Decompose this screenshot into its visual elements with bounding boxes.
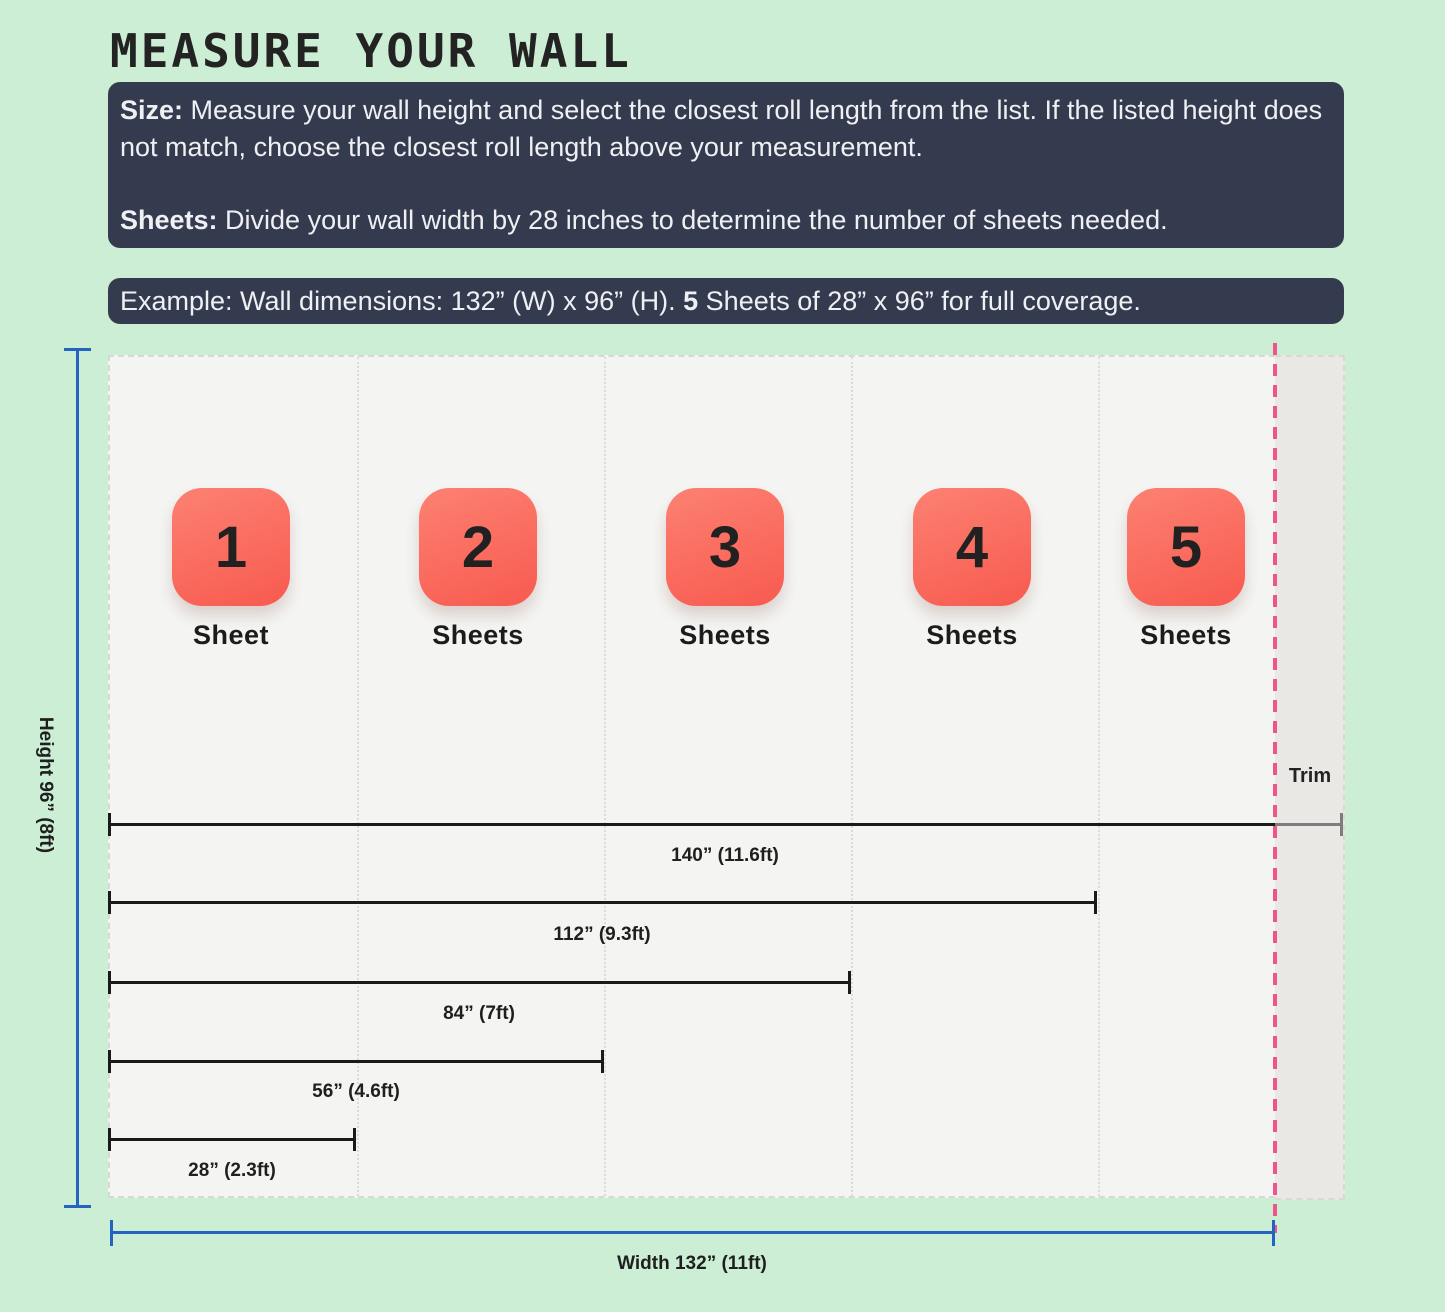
example-panel <box>108 278 1344 324</box>
sheets-instruction <box>120 202 1330 239</box>
sheet-label: Sheets <box>432 620 524 650</box>
sheet-label: Sheets <box>679 620 771 650</box>
sheet-column-divider <box>604 357 606 1196</box>
page-title: MEASURE YOUR WALL <box>110 24 632 78</box>
width-measure-line <box>110 1231 1275 1234</box>
sheet-column-4 <box>913 488 1031 651</box>
measurement-line-140 <box>108 823 1275 826</box>
trim-cut-line <box>1273 343 1277 1233</box>
sheet-label: Sheets <box>926 620 1018 650</box>
sheet-badge <box>913 488 1031 606</box>
measurement-line-112 <box>108 901 1097 904</box>
measurement-label-28: 28” (2.3ft) <box>188 1160 276 1181</box>
sheet-number: 1 <box>214 514 248 580</box>
sheet-column-divider <box>1098 357 1100 1196</box>
sheet-badge <box>666 488 784 606</box>
sheet-number: 5 <box>1169 514 1203 580</box>
size-instruction-label: Size: <box>120 95 184 125</box>
example-text <box>120 283 1141 320</box>
example-suffix: Sheets of 28” x 96” for full coverage. <box>698 285 1141 316</box>
sheet-number: 4 <box>955 514 989 580</box>
measurement-label-140: 140” (11.6ft) <box>671 845 779 866</box>
sheet-badge <box>1127 488 1245 606</box>
wall-diagram <box>108 355 1345 1198</box>
size-instruction-text: Measure your wall height and select the closest roll length from the list. If the listed height does not match, choose the closest roll length above your measurement. <box>120 95 1323 162</box>
measurement-label-112: 112” (9.3ft) <box>553 924 651 945</box>
trim-label: Trim <box>1288 765 1332 787</box>
height-measure-line <box>76 348 79 1208</box>
sheet-badge <box>172 488 290 606</box>
measurement-line-56 <box>108 1060 604 1063</box>
sheet-column-divider <box>851 357 853 1196</box>
sheet-column-5 <box>1127 488 1245 651</box>
instructions-panel <box>108 82 1344 248</box>
sheet-label: Sheets <box>1140 620 1232 650</box>
measurement-label-56: 56” (4.6ft) <box>312 1081 400 1102</box>
measurement-line-84 <box>108 981 851 984</box>
measurement-line-140-trim-segment <box>1275 823 1343 826</box>
sheet-badge <box>419 488 537 606</box>
sheet-column-3 <box>666 488 784 651</box>
sheets-instruction-label: Sheets: <box>120 205 218 235</box>
sheet-label: Sheet <box>192 620 270 650</box>
sheet-column-2 <box>419 488 537 651</box>
size-instruction <box>120 92 1330 166</box>
sheet-number: 2 <box>461 514 495 580</box>
sheets-instruction-text: Divide your wall width by 28 inches to determine the number of sheets needed. <box>217 205 1168 235</box>
sheet-number: 3 <box>708 514 742 580</box>
height-label: Height 96” (8ft) <box>35 716 56 854</box>
example-sheet-count: 5 <box>683 285 699 316</box>
sheet-column-divider <box>357 357 359 1196</box>
sheet-column-1 <box>172 488 290 651</box>
measurement-line-28 <box>108 1138 356 1141</box>
example-prefix: Example: Wall dimensions: 132” (W) x 96” (H). <box>120 285 684 316</box>
measurement-label-84: 84” (7ft) <box>443 1003 515 1024</box>
width-label: Width 132” (11ft) <box>617 1253 767 1274</box>
